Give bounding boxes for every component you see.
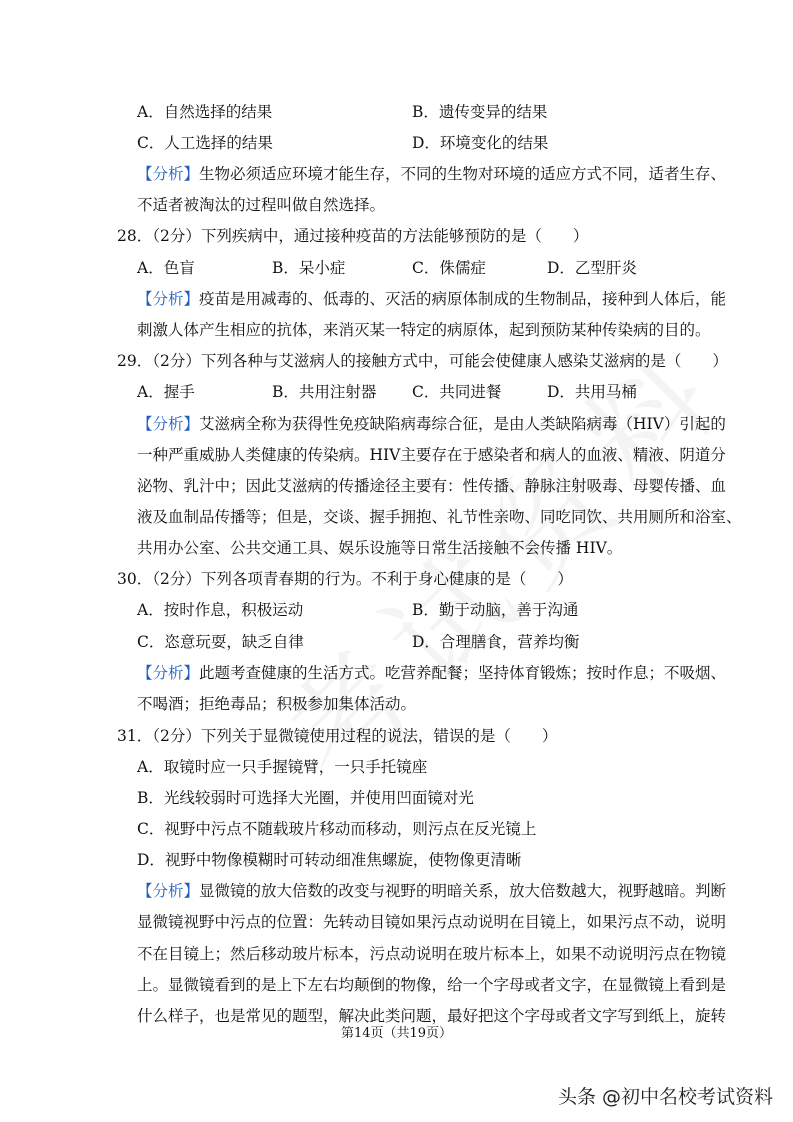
analysis-tag: 【分析】 [137,290,200,308]
q28-analysis-line2: 刺激人体产生相应的抗体，来消灭某一特定的病原体，起到预防某种传染病的目的。 [137,321,711,339]
q29-analysis-line3: 泌物、乳汁中；因此艾滋病的传播途径主要有：性传播、静脉注射吸毒、母婴传播、血 [137,477,727,495]
brand-caption: 头条 @初中名校考试资料 [557,1086,773,1108]
q29-analysis-line4: 液及血制品传播等；但是，交谈、握手拥抱、礼节性亲吻、同吃同饮、共用厕所和浴室、 [137,508,742,526]
analysis-tag: 【分析】 [137,415,200,433]
q28-option-c: C．侏儒症 [412,259,486,277]
q27-option-b: B．遗传变异的结果 [412,103,548,121]
q30-analysis-line2: 不喝酒；拒绝毒品；积极参加集体活动。 [137,695,417,713]
q28-stem: 28．（2分）下列疾病中，通过接种疫苗的方法能够预防的是（ ） [117,227,589,245]
analysis-tag: 【分析】 [137,664,200,682]
q29-analysis-line2: 一种严重威胁人类健康的传染病。HIV主要存在于感染者和病人的血液、精液、阴道分 [137,446,726,464]
q28-option-b: B．呆小症 [272,259,346,277]
q27-option-a: A．自然选择的结果 [137,103,273,121]
q29-option-b: B．共用注射器 [272,383,377,401]
q29-option-a: A．握手 [137,383,195,401]
q31-option-a: A．取镜时应一只手握镜臂，一只手托镜座 [137,758,428,776]
q31-analysis-line5: 什么样子，也是常见的题型，解决此类问题，最好把这个字母或者文字写到纸上，旋转 [137,1007,727,1025]
q31-analysis-line4: 上。显微镜看到的是上下左右均颠倒的物像，给一个字母或者文字，在显微镜上看到是 [137,976,727,994]
q28-analysis-line1: 【分析】疫苗是用减毒的、低毒的、灭活的病原体制成的生物制品，接种到人体后，能 [137,290,727,308]
q30-option-a: A．按时作息，积极运动 [137,601,304,619]
q31-option-c: C．视野中污点不随载玻片移动而移动，则污点在反光镜上 [137,820,537,838]
q31-option-b: B．光线较弱时可选择大光圈，并使用凹面镜对光 [137,789,474,807]
q31-stem: 31．（2分）下列关于显微镜使用过程的说法，错误的是（ ） [117,727,558,745]
q27-option-c: C．人工选择的结果 [137,134,273,152]
q29-stem: 29．（2分）下列各种与艾滋病人的接触方式中，可能会使健康人感染艾滋病的是（ ） [117,352,728,370]
q27-option-d: D．环境变化的结果 [412,134,549,152]
q30-option-d: D．合理膳食，营养均衡 [412,633,580,651]
q30-option-c: C．恣意玩耍，缺乏自律 [137,633,304,651]
q29-option-c: C．共同进餐 [412,383,502,401]
q31-analysis-line1: 【分析】显微镜的放大倍数的改变与视野的明暗关系，放大倍数越大，视野越暗。判断 [137,882,727,900]
q30-analysis-line1: 【分析】此题考查健康的生活方式。吃营养配餐；坚持体育锻炼；按时作息；不吸烟、 [137,664,727,682]
q27-analysis-line1: 【分析】生物必须适应环境才能生存，不同的生物对环境的适应方式不同，适者生存、 [137,165,727,183]
q29-analysis-line5: 共用办公室、公共交通工具、娱乐设施等日常生活接触不会传播 HIV。 [137,539,623,557]
analysis-tag: 【分析】 [137,882,200,900]
q28-option-a: A．色盲 [137,259,195,277]
q31-analysis-line3: 不在目镜上；然后移动玻片标本，污点动说明在玻片标本上，如果不动说明污点在物镜 [137,945,727,963]
analysis-tag: 【分析】 [137,165,200,183]
q28-option-d: D．乙型肝炎 [547,259,637,277]
q27-analysis-line2: 不适者被淘汰的过程叫做自然选择。 [137,196,386,214]
page-number: 第14页（共19页） [340,1026,453,1041]
q29-analysis-line1: 【分析】艾滋病全称为获得性免疫缺陷病毒综合征，是由人类缺陷病毒（HIV）引起的 [137,415,726,433]
q29-option-d: D．共用马桶 [547,383,637,401]
q30-stem: 30．（2分）下列各项青春期的行为。不利于身心健康的是（ ） [117,570,573,588]
q31-analysis-line2: 显微镜视野中污点的位置：先转动目镜如果污点动说明在目镜上，如果污点不动，说明 [137,913,727,931]
q31-option-d: D．视野中物像模糊时可转动细准焦螺旋，使物像更清晰 [137,851,522,869]
q30-option-b: B．勤于动脑，善于沟通 [412,601,579,619]
